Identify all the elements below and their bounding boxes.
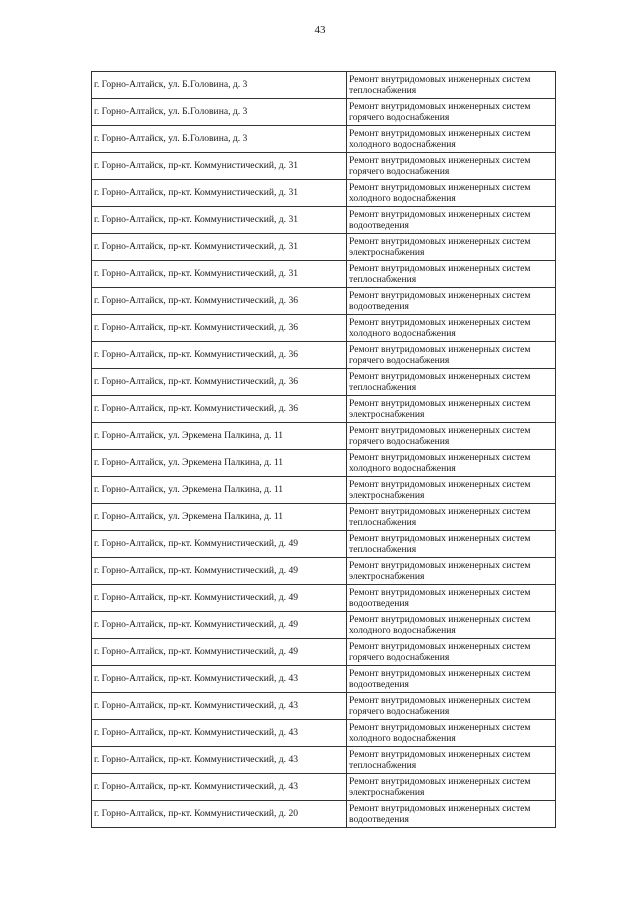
address-cell: г. Горно-Алтайск, пр-кт. Коммунистический, д. 43 <box>92 666 347 693</box>
work-type-cell: Ремонт внутридомовых инженерных систем горячего водоснабжения <box>347 342 556 369</box>
table-row <box>92 585 556 612</box>
table-row <box>92 423 556 450</box>
address-cell: г. Горно-Алтайск, пр-кт. Коммунистический, д. 49 <box>92 558 347 585</box>
work-type-cell: Ремонт внутридомовых инженерных систем теплоснабжения <box>347 72 556 99</box>
address-cell: г. Горно-Алтайск, пр-кт. Коммунистический, д. 20 <box>92 801 347 828</box>
table-row <box>92 126 556 153</box>
work-type-cell: Ремонт внутридомовых инженерных систем электроснабжения <box>347 477 556 504</box>
table-row <box>92 612 556 639</box>
work-type-cell: Ремонт внутридомовых инженерных систем водоотведения <box>347 801 556 828</box>
table-row <box>92 693 556 720</box>
address-cell: г. Горно-Алтайск, пр-кт. Коммунистический, д. 31 <box>92 261 347 288</box>
work-type-cell: Ремонт внутридомовых инженерных систем горячего водоснабжения <box>347 99 556 126</box>
table-row <box>92 558 556 585</box>
table-row <box>92 639 556 666</box>
address-cell: г. Горно-Алтайск, пр-кт. Коммунистический, д. 36 <box>92 396 347 423</box>
works-table <box>91 71 556 828</box>
work-type-cell: Ремонт внутридомовых инженерных систем холодного водоснабжения <box>347 720 556 747</box>
address-cell: г. Горно-Алтайск, пр-кт. Коммунистический, д. 49 <box>92 639 347 666</box>
work-type-cell: Ремонт внутридомовых инженерных систем холодного водоснабжения <box>347 612 556 639</box>
table-row <box>92 504 556 531</box>
table-row <box>92 180 556 207</box>
work-type-cell: Ремонт внутридомовых инженерных систем горячего водоснабжения <box>347 693 556 720</box>
page-number: 43 <box>314 24 326 36</box>
work-type-cell: Ремонт внутридомовых инженерных систем холодного водоснабжения <box>347 315 556 342</box>
work-type-cell: Ремонт внутридомовых инженерных систем теплоснабжения <box>347 261 556 288</box>
address-cell: г. Горно-Алтайск, пр-кт. Коммунистический, д. 43 <box>92 774 347 801</box>
work-type-cell: Ремонт внутридомовых инженерных систем электроснабжения <box>347 396 556 423</box>
table-row <box>92 801 556 828</box>
table-row <box>92 207 556 234</box>
address-cell: г. Горно-Алтайск, пр-кт. Коммунистический, д. 49 <box>92 612 347 639</box>
work-type-cell: Ремонт внутридомовых инженерных систем водоотведения <box>347 288 556 315</box>
table-row <box>92 369 556 396</box>
table-row <box>92 72 556 99</box>
table-row <box>92 342 556 369</box>
table-row <box>92 261 556 288</box>
work-type-cell: Ремонт внутридомовых инженерных систем электроснабжения <box>347 558 556 585</box>
work-type-cell: Ремонт внутридомовых инженерных систем горячего водоснабжения <box>347 153 556 180</box>
work-type-cell: Ремонт внутридомовых инженерных систем горячего водоснабжения <box>347 423 556 450</box>
address-cell: г. Горно-Алтайск, пр-кт. Коммунистический, д. 36 <box>92 369 347 396</box>
table-row <box>92 531 556 558</box>
works-table-body <box>92 72 556 828</box>
address-cell: г. Горно-Алтайск, пр-кт. Коммунистический, д. 31 <box>92 153 347 180</box>
table-row <box>92 288 556 315</box>
address-cell: г. Горно-Алтайск, пр-кт. Коммунистический, д. 43 <box>92 747 347 774</box>
table-row <box>92 747 556 774</box>
address-cell: г. Горно-Алтайск, пр-кт. Коммунистический, д. 31 <box>92 180 347 207</box>
address-cell: г. Горно-Алтайск, ул. Эркемена Палкина, д. 11 <box>92 477 347 504</box>
table-row <box>92 153 556 180</box>
address-cell: г. Горно-Алтайск, ул. Б.Головина, д. 3 <box>92 126 347 153</box>
address-cell: г. Горно-Алтайск, ул. Б.Головина, д. 3 <box>92 99 347 126</box>
address-cell: г. Горно-Алтайск, пр-кт. Коммунистический, д. 36 <box>92 288 347 315</box>
work-type-cell: Ремонт внутридомовых инженерных систем теплоснабжения <box>347 531 556 558</box>
work-type-cell: Ремонт внутридомовых инженерных систем теплоснабжения <box>347 504 556 531</box>
address-cell: г. Горно-Алтайск, пр-кт. Коммунистический, д. 49 <box>92 531 347 558</box>
table-row <box>92 396 556 423</box>
table-row <box>92 477 556 504</box>
address-cell: г. Горно-Алтайск, ул. Эркемена Палкина, д. 11 <box>92 504 347 531</box>
work-type-cell: Ремонт внутридомовых инженерных систем теплоснабжения <box>347 747 556 774</box>
address-cell: г. Горно-Алтайск, пр-кт. Коммунистический, д. 43 <box>92 693 347 720</box>
work-type-cell: Ремонт внутридомовых инженерных систем электроснабжения <box>347 234 556 261</box>
address-cell: г. Горно-Алтайск, пр-кт. Коммунистический, д. 31 <box>92 207 347 234</box>
work-type-cell: Ремонт внутридомовых инженерных систем теплоснабжения <box>347 369 556 396</box>
address-cell: г. Горно-Алтайск, пр-кт. Коммунистический, д. 31 <box>92 234 347 261</box>
address-cell: г. Горно-Алтайск, ул. Б.Головина, д. 3 <box>92 72 347 99</box>
table-row <box>92 234 556 261</box>
work-type-cell: Ремонт внутридомовых инженерных систем водоотведения <box>347 585 556 612</box>
address-cell: г. Горно-Алтайск, пр-кт. Коммунистический, д. 36 <box>92 315 347 342</box>
table-row <box>92 99 556 126</box>
work-type-cell: Ремонт внутридомовых инженерных систем холодного водоснабжения <box>347 450 556 477</box>
table-row <box>92 666 556 693</box>
table-row <box>92 450 556 477</box>
work-type-cell: Ремонт внутридомовых инженерных систем водоотведения <box>347 666 556 693</box>
work-type-cell: Ремонт внутридомовых инженерных систем водоотведения <box>347 207 556 234</box>
work-type-cell: Ремонт внутридомовых инженерных систем холодного водоснабжения <box>347 126 556 153</box>
table-row <box>92 315 556 342</box>
work-type-cell: Ремонт внутридомовых инженерных систем горячего водоснабжения <box>347 639 556 666</box>
table-row <box>92 774 556 801</box>
work-type-cell: Ремонт внутридомовых инженерных систем холодного водоснабжения <box>347 180 556 207</box>
address-cell: г. Горно-Алтайск, пр-кт. Коммунистический, д. 49 <box>92 585 347 612</box>
address-cell: г. Горно-Алтайск, пр-кт. Коммунистический, д. 36 <box>92 342 347 369</box>
address-cell: г. Горно-Алтайск, ул. Эркемена Палкина, д. 11 <box>92 450 347 477</box>
work-type-cell: Ремонт внутридомовых инженерных систем электроснабжения <box>347 774 556 801</box>
address-cell: г. Горно-Алтайск, пр-кт. Коммунистический, д. 43 <box>92 720 347 747</box>
address-cell: г. Горно-Алтайск, ул. Эркемена Палкина, д. 11 <box>92 423 347 450</box>
table-row <box>92 720 556 747</box>
